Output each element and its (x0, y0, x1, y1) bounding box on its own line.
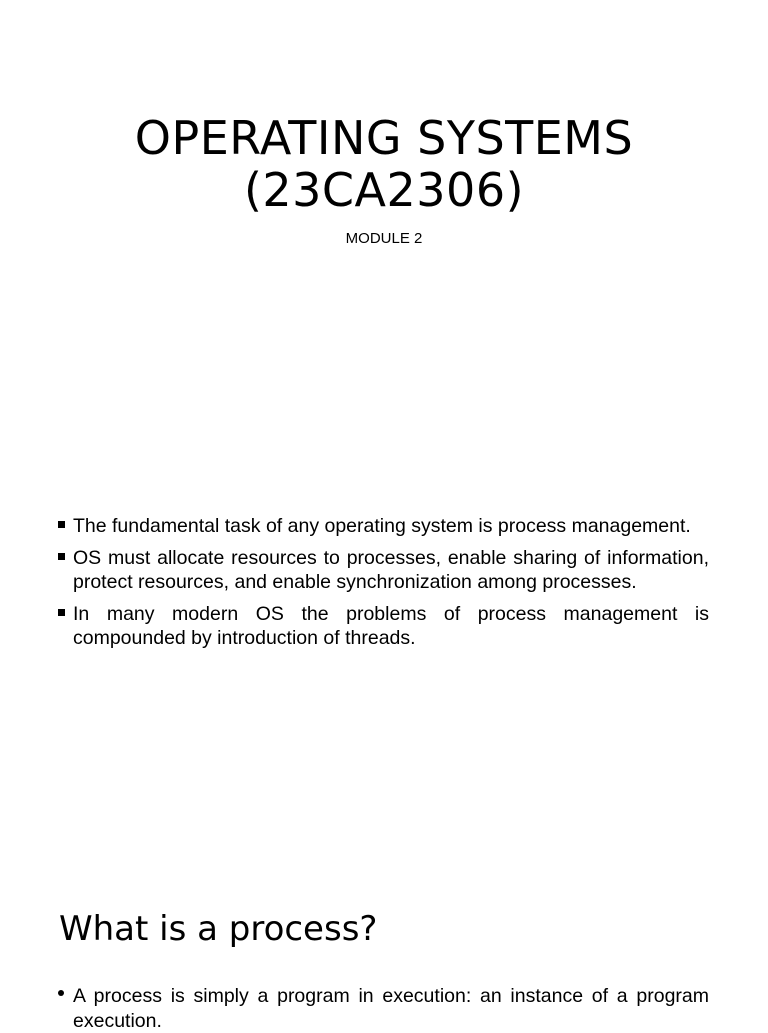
presentation-title (0, 112, 768, 216)
title-slide (0, 0, 768, 448)
round-bullet-icon (58, 990, 64, 996)
presentation-subtitle: MODULE 2 (345, 230, 423, 247)
title-line-2: (23CA2306) (243, 163, 525, 217)
list-item (58, 984, 709, 1033)
intro-slide (0, 448, 768, 860)
square-bullet-icon (58, 609, 65, 616)
process-bullet-list (58, 984, 709, 1033)
intro-bullet-list (58, 514, 709, 658)
list-item (58, 602, 709, 651)
list-item (58, 546, 709, 595)
list-item (58, 514, 709, 539)
bullet-text: In many modern OS the problems of process management is compounded by introduction of threads. (73, 602, 709, 649)
square-bullet-icon (58, 521, 65, 528)
bullet-text: A process is simply a program in execution: an instance of a program execution. (73, 985, 709, 1032)
title-line-1: OPERATING SYSTEMS (134, 111, 634, 165)
slide-heading: What is a process? (59, 909, 378, 949)
bullet-text: OS must allocate resources to processes, enable sharing of information, protect resources, and enable synchronization among processes. (73, 546, 709, 593)
bullet-text: The fundamental task of any operating system is process management. (73, 515, 691, 537)
square-bullet-icon (58, 553, 65, 560)
process-slide (0, 860, 768, 1032)
